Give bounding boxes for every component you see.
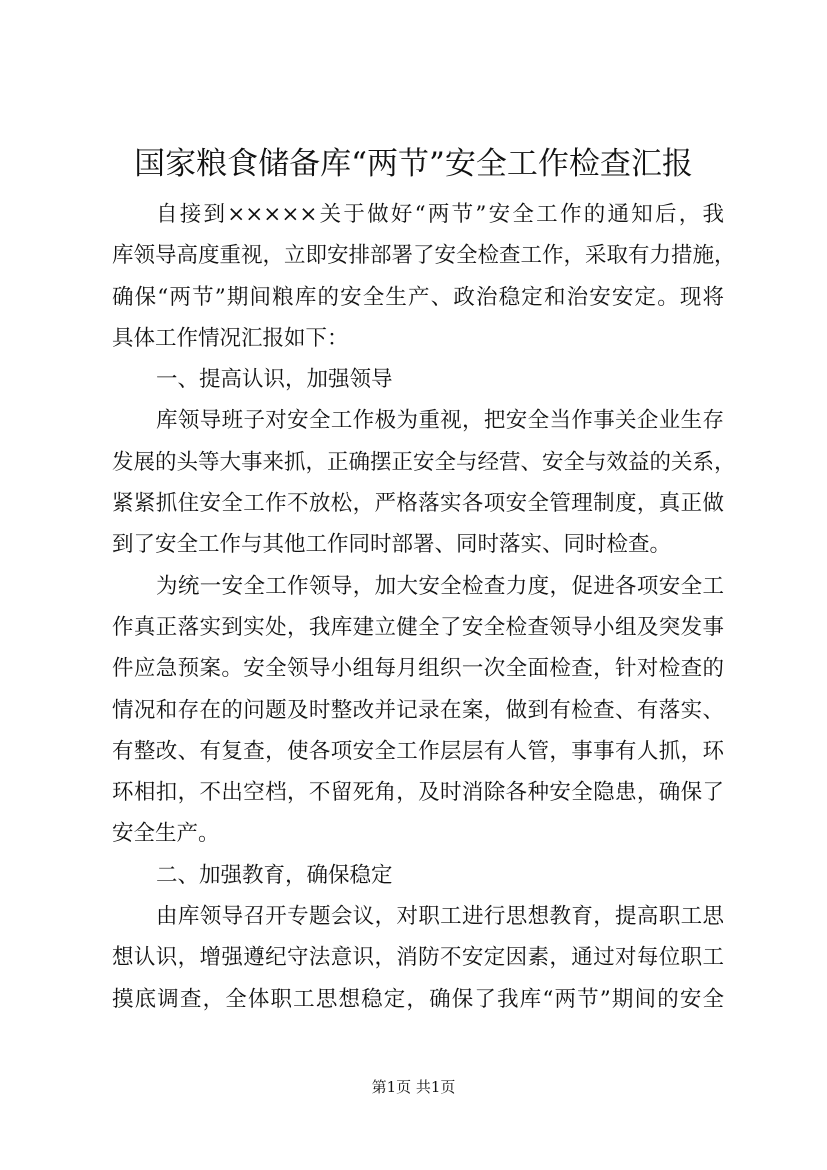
body-line: 发展的头等大事来抓，正确摆正安全与经营、安全与效益的关系， xyxy=(112,449,736,475)
body-line: 具体工作情况汇报如下： xyxy=(112,325,349,351)
body-line: 有整改、有复查，使各项安全工作层层有人管，事事有人抓，环 xyxy=(112,738,724,764)
body-line: 摸底调查，全体职工思想稳定，确保了我库“两节”期间的安全 xyxy=(112,986,724,1012)
body-line: 二、加强教育，确保稳定 xyxy=(156,862,393,888)
body-line: 确保“两节”期间粮库的安全生产、政治稳定和治安安定。现将 xyxy=(112,284,724,310)
body-line: 安全生产。 xyxy=(112,821,220,847)
body-line: 作真正落实到实处，我库建立健全了安全检查领导小组及突发事 xyxy=(112,614,724,640)
document-body xyxy=(112,194,736,1020)
document-title: 国家粮食储备库“两节”安全工作检查汇报 xyxy=(134,146,693,182)
body-line: 件应急预案。安全领导小组每月组织一次全面检查，针对检查的 xyxy=(112,656,724,682)
body-line: 为统一安全工作领导，加大安全检查力度，促进各项安全工 xyxy=(156,573,724,599)
body-line: 到了安全工作与其他工作同时部署、同时落实、同时检查。 xyxy=(112,532,672,558)
body-line: 一、提高认识，加强领导 xyxy=(156,367,393,393)
body-line: 想认识，增强遵纪守法意识，消防不安定因素，通过对每位职工 xyxy=(112,945,724,971)
body-line: 库领导班子对安全工作极为重视，把安全当作事关企业生存 xyxy=(156,408,724,434)
body-line: 由库领导召开专题会议，对职工进行思想教育，提高职工思 xyxy=(156,904,724,930)
page-footer: 第1页 共1页 xyxy=(371,1078,456,1096)
body-line: 自接到×××××关于做好“两节”安全工作的通知后，我 xyxy=(156,202,724,227)
body-line: 紧紧抓住安全工作不放松，严格落实各项安全管理制度，真正做 xyxy=(112,491,724,517)
body-line: 情况和存在的问题及时整改并记录在案，做到有检查、有落实、 xyxy=(112,697,724,723)
body-line: 库领导高度重视，立即安排部署了安全检查工作，采取有力措施， xyxy=(112,243,736,269)
body-line: 环相扣，不出空档，不留死角，及时消除各种安全隐患，确保了 xyxy=(112,780,724,806)
